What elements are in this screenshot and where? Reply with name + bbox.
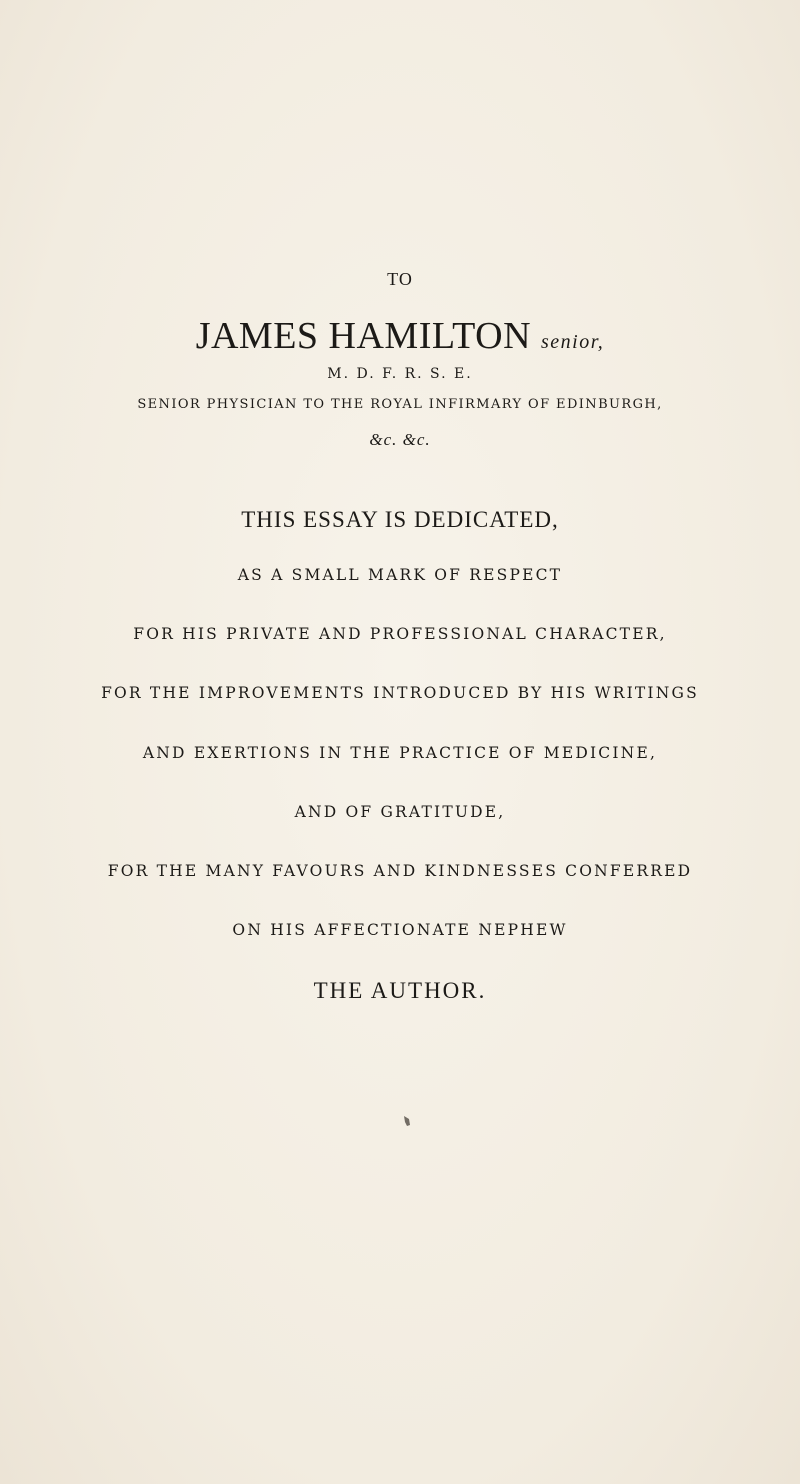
essay-dedicated-line: THIS ESSAY IS DEDICATED, <box>241 507 559 532</box>
et-cetera: &c. &c. <box>369 430 431 449</box>
ink-speck-mark <box>402 1115 412 1127</box>
dedication-line-6: FOR THE MANY FAVOURS AND KINDNESSES CONFERRED <box>107 862 693 880</box>
dedicatee-name-line <box>0 317 800 355</box>
author-signature: THE AUTHOR. <box>313 978 487 1003</box>
dedication-line-2: FOR HIS PRIVATE AND PROFESSIONAL CHARACTER, <box>133 625 667 643</box>
dedication-line-7: ON HIS AFFECTIONATE NEPHEW <box>232 921 568 939</box>
dedication-line-5: AND OF GRATITUDE, <box>294 803 506 821</box>
dedicatee-position: SENIOR PHYSICIAN TO THE ROYAL INFIRMARY OF EDINBURGH, <box>137 397 663 412</box>
dedication-line-3: FOR THE IMPROVEMENTS INTRODUCED BY HIS WRITINGS <box>101 684 699 702</box>
dedication-line-1: AS A SMALL MARK OF RESPECT <box>237 566 563 584</box>
dedicatee-name-suffix: senior, <box>541 331 605 353</box>
dedication-line-4: AND EXERTIONS IN THE PRACTICE OF MEDICINE, <box>142 744 658 762</box>
dedicatee-name: JAMES HAMILTON <box>195 315 542 357</box>
dedication-to: TO <box>387 269 413 289</box>
dedicatee-degrees: M. D. F. R. S. E. <box>327 366 473 382</box>
